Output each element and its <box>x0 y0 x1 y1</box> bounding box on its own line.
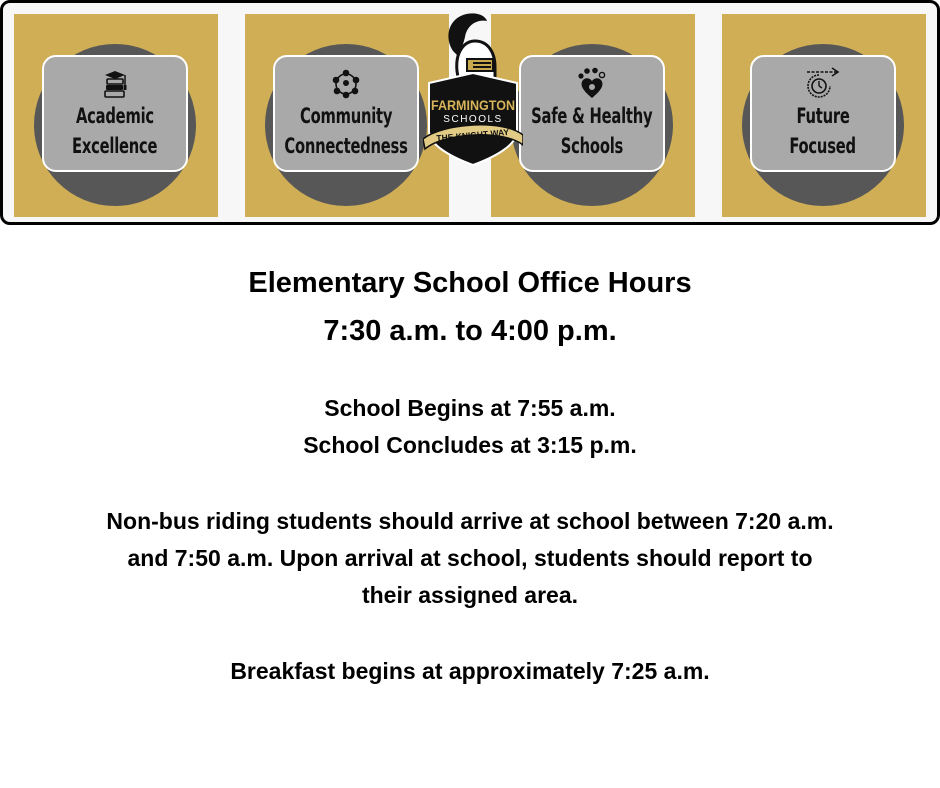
svg-text:THE KNIGHT WAY: THE KNIGHT WAY <box>435 126 510 144</box>
pillar-label-line2: Excellence <box>72 133 158 158</box>
pillar-card <box>273 55 419 172</box>
breakfast-info <box>0 653 940 690</box>
books-graduation-cap-icon <box>98 67 132 101</box>
pillar-academic-excellence <box>14 14 218 217</box>
school-schedule <box>0 390 940 464</box>
community-network-icon <box>329 67 363 101</box>
pillar-future-focused <box>722 14 926 217</box>
arrival-line-2: and 7:50 a.m. Upon arrival at school, students should report to <box>127 545 813 571</box>
svg-text:FARMINGTON: FARMINGTON <box>431 98 515 113</box>
pillar-card <box>42 55 188 172</box>
pillar-card <box>750 55 896 172</box>
pillar-community-connectedness <box>245 14 449 217</box>
arrival-line-3: their assigned area. <box>361 582 579 608</box>
heart-paw-icon <box>575 67 609 101</box>
pillar-label-line2: Connectedness <box>284 133 408 158</box>
pillar-card <box>519 55 665 172</box>
pillar-label-line2: Focused <box>789 133 857 158</box>
pillar-label-line1: Academic <box>76 103 154 128</box>
pillar-label-line1: Community <box>299 103 393 128</box>
school-concludes-text: School Concludes at 3:15 p.m. <box>303 432 637 458</box>
office-hours-title: Elementary School Office Hours <box>248 267 692 299</box>
office-hours-time: 7:30 a.m. to 4:00 p.m. <box>323 315 617 347</box>
breakfast-text: Breakfast begins at approximately 7:25 a.m. <box>230 658 710 684</box>
clock-arrow-icon <box>803 67 843 101</box>
pillar-label-line1: Safe & Healthy <box>531 103 653 128</box>
arrival-instructions <box>0 503 940 614</box>
pillar-label-line2: Schools <box>560 133 624 158</box>
farmington-knight-logo <box>423 11 523 166</box>
school-begins-text: School Begins at 7:55 a.m. <box>324 395 616 421</box>
office-hours-heading <box>0 264 940 350</box>
arrival-line-1: Non-bus riding students should arrive at school between 7:20 a.m. <box>106 508 834 534</box>
svg-text:SCHOOLS: SCHOOLS <box>443 114 503 125</box>
pillars-banner <box>0 0 940 225</box>
pillar-label-line1: Future <box>796 103 850 128</box>
